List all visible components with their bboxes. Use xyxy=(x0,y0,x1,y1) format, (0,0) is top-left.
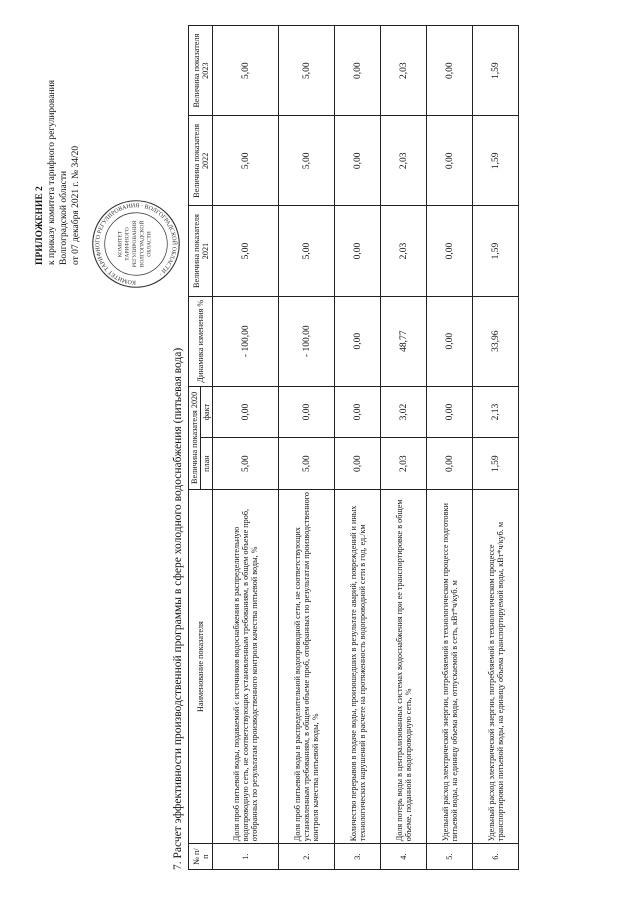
row-name: Доля проб питьевой воды, подаваемой с источников водоснабжения в распределительную водопроводную сеть, не соответствующих установленным требованиям, в общем объеме проб, отобранных по результатам производственного контроля качества питьевой воды, % xyxy=(213,489,279,843)
table-row xyxy=(381,26,427,870)
row-val2023: 5,00 xyxy=(279,26,335,116)
official-seal xyxy=(90,198,182,290)
header-name: Наименование показателя xyxy=(189,489,213,843)
header-plan: план xyxy=(201,438,213,490)
row-num: 1. xyxy=(213,844,279,870)
row-val2021: 2,03 xyxy=(381,206,427,296)
row-val2022: 2,03 xyxy=(381,116,427,206)
appendix-title: ПРИЛОЖЕНИЕ 2 xyxy=(35,186,45,265)
header-val2021: Величина показателя 2021 xyxy=(189,206,213,296)
row-val2023: 1,59 xyxy=(473,26,519,116)
appendix-line-3: от 07 декабря 2021 г. № 34/20 xyxy=(70,145,81,265)
row-fact: 3,02 xyxy=(381,386,427,438)
table-row xyxy=(335,26,381,870)
row-name: Удельный расход электрической энергии, потребляемой в технологическом процессе подготовки питьевой воды, на единицу объема воды, отпускаемой в сеть, кВт*ч/куб. м xyxy=(427,489,473,843)
row-num: 4. xyxy=(381,844,427,870)
row-val2022: 5,00 xyxy=(213,116,279,206)
row-name: Доля проб питьевой воды в распределительной водопроводной сети, не соответствующих установленным требованиям, в общем объеме проб, отобранных по результатам производственного контроля качества питьевой воды, % xyxy=(279,489,335,843)
row-val2022: 5,00 xyxy=(279,116,335,206)
row-plan: 1,59 xyxy=(473,438,519,490)
table-row xyxy=(213,26,279,870)
table-caption: 7. Расчет эффективности производственной программы в сфере холодного водоснабжения (питьевая вода) xyxy=(172,347,184,870)
row-name: Удельный расход электрической энергии, потребляемой в технологическом процессе транспортировки питьевой воды, на единицу объема транспортируемой воды, кВт*ч/куб. м xyxy=(473,489,519,843)
row-plan: 5,00 xyxy=(213,438,279,490)
row-val2022: 1,59 xyxy=(473,116,519,206)
row-dyn: - 100,00 xyxy=(213,296,279,386)
row-name: Доля потерь воды в централизованных системах водоснабжения при ее транспортировке в общем объеме, поданной в водопроводную сеть, % xyxy=(381,489,427,843)
row-dyn: 48,77 xyxy=(381,296,427,386)
row-fact: 0,00 xyxy=(213,386,279,438)
seal-center-text: КОМИТЕТТАРИФНОГОРЕГУЛИРОВАНИЯВОЛГОГРАДСКОЙОБЛАСТИ xyxy=(117,220,153,268)
row-dyn: 0,00 xyxy=(427,296,473,386)
row-val2023: 0,00 xyxy=(427,26,473,116)
row-num: 3. xyxy=(335,844,381,870)
seal-ring-text: КОМИТЕТ ТАРИФНОГО РЕГУЛИРОВАНИЯ · ВОЛГОГРАДСКОЙ ОБЛАСТИ · xyxy=(95,203,177,285)
row-plan: 2,03 xyxy=(381,438,427,490)
row-val2021: 5,00 xyxy=(279,206,335,296)
header-val2020: Величина показателя 2020 xyxy=(189,386,201,489)
header-val2023: Величина показателя 2023 xyxy=(189,26,213,116)
appendix-line-2: Волгоградской области xyxy=(58,170,69,265)
row-num: 6. xyxy=(473,844,519,870)
row-fact: 0,00 xyxy=(279,386,335,438)
appendix-header xyxy=(35,20,83,265)
row-num: 2. xyxy=(279,844,335,870)
table-row xyxy=(279,26,335,870)
row-val2021: 1,59 xyxy=(473,206,519,296)
row-fact: 0,00 xyxy=(427,386,473,438)
row-val2021: 5,00 xyxy=(213,206,279,296)
row-num: 5. xyxy=(427,844,473,870)
row-val2021: 0,00 xyxy=(427,206,473,296)
row-val2023: 0,00 xyxy=(335,26,381,116)
row-name: Количество перерывов в подаче воды, произошедших в результате аварий, повреждений и иных технологических нарушений в расчете на протяженность водопроводной сети в год, ед./км xyxy=(335,489,381,843)
row-dyn: 33,96 xyxy=(473,296,519,386)
header-num: № п/п xyxy=(189,844,213,870)
table-row xyxy=(473,26,519,870)
row-val2022: 0,00 xyxy=(427,116,473,206)
appendix-line-1: к приказу комитета тарифного регулирования xyxy=(46,79,57,265)
efficiency-table xyxy=(188,25,519,870)
rotated-page xyxy=(20,15,630,885)
row-dyn: 0,00 xyxy=(335,296,381,386)
row-fact: 0,00 xyxy=(335,386,381,438)
header-val2022: Величина показателя 2022 xyxy=(189,116,213,206)
row-val2023: 2,03 xyxy=(381,26,427,116)
table-row xyxy=(427,26,473,870)
header-fact: факт xyxy=(201,386,213,438)
row-plan: 0,00 xyxy=(427,438,473,490)
row-fact: 2,13 xyxy=(473,386,519,438)
header-dyn: Динамика изменения % xyxy=(189,296,213,386)
row-plan: 0,00 xyxy=(335,438,381,490)
row-val2023: 5,00 xyxy=(213,26,279,116)
row-val2021: 0,00 xyxy=(335,206,381,296)
row-plan: 5,00 xyxy=(279,438,335,490)
row-val2022: 0,00 xyxy=(335,116,381,206)
row-dyn: - 100,00 xyxy=(279,296,335,386)
